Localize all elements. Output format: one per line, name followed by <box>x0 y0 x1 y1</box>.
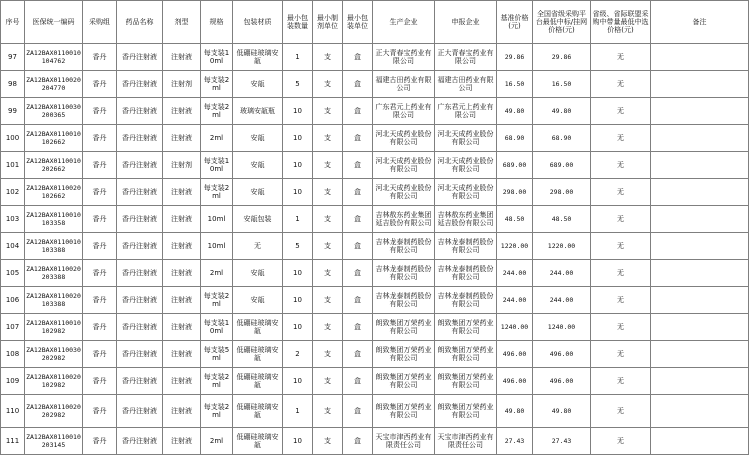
cell-min-package-unit: 盒 <box>343 71 373 98</box>
cell-base-price: 496.00 <box>497 368 533 395</box>
cell-group: 香丹 <box>83 428 117 455</box>
cell-alliance-min-price: 无 <box>591 368 651 395</box>
cell-code: ZA12BAX0110030200365 <box>25 98 83 125</box>
table-row <box>1 125 749 152</box>
cell-applicant: 福建古田药业有限公司 <box>435 71 497 98</box>
cell-manufacturer: 河北天成药业股份有限公司 <box>373 125 435 152</box>
cell-min-package-unit: 盒 <box>343 179 373 206</box>
cell-min-package-qty: 5 <box>283 71 313 98</box>
cell-base-price: 689.00 <box>497 152 533 179</box>
cell-code: ZA12BAX0110010102662 <box>25 125 83 152</box>
cell-alliance-min-price: 无 <box>591 71 651 98</box>
cell-dosage-form: 注射液 <box>163 98 201 125</box>
cell-min-unit: 支 <box>313 71 343 98</box>
cell-remarks <box>651 395 749 428</box>
cell-manufacturer: 吉林龙泰制药股份有限公司 <box>373 233 435 260</box>
cell-applicant: 吉林敖东药业集团延吉股份有限公司 <box>435 206 497 233</box>
cell-index: 103 <box>1 206 25 233</box>
header-applicant: 申报企业 <box>435 1 497 44</box>
cell-drug-name: 香丹注射液 <box>117 368 163 395</box>
cell-spec: 每支装2ml <box>201 179 233 206</box>
cell-national-min-price: 16.50 <box>533 71 591 98</box>
cell-min-package-unit: 盒 <box>343 368 373 395</box>
table-body <box>1 44 749 455</box>
cell-package-material: 安瓿 <box>233 179 283 206</box>
cell-group: 香丹 <box>83 260 117 287</box>
header-min-package-unit: 最小包装单位 <box>343 1 373 44</box>
cell-spec: 2ml <box>201 125 233 152</box>
cell-alliance-min-price: 无 <box>591 395 651 428</box>
cell-spec: 2ml <box>201 260 233 287</box>
cell-package-material: 玻璃安瓿瓶 <box>233 98 283 125</box>
header-base-price: 基准价格(元) <box>497 1 533 44</box>
cell-min-unit: 支 <box>313 368 343 395</box>
cell-base-price: 298.00 <box>497 179 533 206</box>
cell-drug-name: 香丹注射液 <box>117 428 163 455</box>
cell-spec: 10ml <box>201 206 233 233</box>
cell-group: 香丹 <box>83 206 117 233</box>
cell-index: 110 <box>1 395 25 428</box>
cell-index: 101 <box>1 152 25 179</box>
cell-base-price: 1240.00 <box>497 314 533 341</box>
cell-dosage-form: 注射液 <box>163 395 201 428</box>
cell-base-price: 27.43 <box>497 428 533 455</box>
cell-manufacturer: 福建古田药业有限公司 <box>373 71 435 98</box>
cell-index: 106 <box>1 287 25 314</box>
cell-remarks <box>651 71 749 98</box>
cell-drug-name: 香丹注射液 <box>117 125 163 152</box>
cell-index: 99 <box>1 98 25 125</box>
cell-package-material: 安瓿 <box>233 125 283 152</box>
header-group: 采购组 <box>83 1 117 44</box>
cell-national-min-price: 49.80 <box>533 98 591 125</box>
cell-alliance-min-price: 无 <box>591 428 651 455</box>
cell-alliance-min-price: 无 <box>591 260 651 287</box>
cell-drug-name: 香丹注射液 <box>117 44 163 71</box>
cell-spec: 10ml <box>201 233 233 260</box>
table-row <box>1 428 749 455</box>
cell-applicant: 吉林龙泰制药股份有限公司 <box>435 287 497 314</box>
cell-index: 97 <box>1 44 25 71</box>
cell-index: 111 <box>1 428 25 455</box>
cell-applicant: 河北天成药业股份有限公司 <box>435 179 497 206</box>
cell-min-package-qty: 1 <box>283 44 313 71</box>
cell-dosage-form: 注射液 <box>163 314 201 341</box>
cell-package-material: 低硼硅玻璃安瓿 <box>233 368 283 395</box>
table-row <box>1 152 749 179</box>
cell-applicant: 朗致集团万荣药业有限公司 <box>435 314 497 341</box>
cell-min-unit: 支 <box>313 44 343 71</box>
cell-group: 香丹 <box>83 395 117 428</box>
cell-dosage-form: 注射液 <box>163 125 201 152</box>
cell-drug-name: 香丹注射液 <box>117 341 163 368</box>
cell-package-material: 低硼硅玻璃安瓿 <box>233 341 283 368</box>
cell-code: ZA12BAX0110020203388 <box>25 260 83 287</box>
cell-drug-name: 香丹注射液 <box>117 260 163 287</box>
cell-min-unit: 支 <box>313 233 343 260</box>
cell-applicant: 吉林龙泰制药股份有限公司 <box>435 233 497 260</box>
cell-code: ZA12BAX0110010202662 <box>25 152 83 179</box>
cell-applicant: 朗致集团万荣药业有限公司 <box>435 341 497 368</box>
cell-group: 香丹 <box>83 341 117 368</box>
cell-spec: 每支装10ml <box>201 152 233 179</box>
cell-package-material: 无 <box>233 233 283 260</box>
cell-manufacturer: 广东君元上药业有限公司 <box>373 98 435 125</box>
cell-manufacturer: 吉林龙泰制药股份有限公司 <box>373 260 435 287</box>
cell-min-package-unit: 盒 <box>343 152 373 179</box>
cell-min-unit: 支 <box>313 179 343 206</box>
cell-group: 香丹 <box>83 179 117 206</box>
cell-dosage-form: 注射液 <box>163 44 201 71</box>
cell-min-package-qty: 10 <box>283 368 313 395</box>
cell-spec: 2ml <box>201 428 233 455</box>
cell-remarks <box>651 341 749 368</box>
cell-index: 108 <box>1 341 25 368</box>
cell-package-material: 安瓿 <box>233 71 283 98</box>
cell-spec: 每支装10ml <box>201 314 233 341</box>
table-row <box>1 71 749 98</box>
cell-min-package-unit: 盒 <box>343 206 373 233</box>
cell-package-material: 低硼硅玻璃安瓿 <box>233 395 283 428</box>
cell-drug-name: 香丹注射液 <box>117 179 163 206</box>
cell-min-unit: 支 <box>313 287 343 314</box>
cell-min-package-unit: 盒 <box>343 98 373 125</box>
cell-package-material: 低硼硅玻璃安瓿 <box>233 44 283 71</box>
cell-dosage-form: 注射液 <box>163 233 201 260</box>
cell-manufacturer: 天宝市津西药业有限责任公司 <box>373 428 435 455</box>
cell-manufacturer: 朗致集团万荣药业有限公司 <box>373 314 435 341</box>
table-row <box>1 179 749 206</box>
cell-package-material: 低硼硅玻璃安瓿 <box>233 428 283 455</box>
cell-package-material: 安瓿 <box>233 152 283 179</box>
cell-spec: 每支装2ml <box>201 71 233 98</box>
cell-spec: 每支装5ml <box>201 341 233 368</box>
cell-min-package-qty: 1 <box>283 395 313 428</box>
cell-min-unit: 支 <box>313 341 343 368</box>
cell-manufacturer: 正大青春宝药业有限公司 <box>373 44 435 71</box>
cell-manufacturer: 吉林龙泰制药股份有限公司 <box>373 287 435 314</box>
cell-alliance-min-price: 无 <box>591 125 651 152</box>
cell-min-unit: 支 <box>313 206 343 233</box>
cell-national-min-price: 496.00 <box>533 341 591 368</box>
cell-applicant: 吉林龙泰制药股份有限公司 <box>435 260 497 287</box>
cell-remarks <box>651 368 749 395</box>
cell-national-min-price: 27.43 <box>533 428 591 455</box>
cell-alliance-min-price: 无 <box>591 98 651 125</box>
cell-applicant: 正大青春宝药业有限公司 <box>435 44 497 71</box>
cell-min-package-qty: 10 <box>283 98 313 125</box>
cell-code: ZA12BAX0110010103358 <box>25 206 83 233</box>
cell-drug-name: 香丹注射液 <box>117 287 163 314</box>
cell-min-unit: 支 <box>313 314 343 341</box>
cell-remarks <box>651 152 749 179</box>
cell-alliance-min-price: 无 <box>591 179 651 206</box>
cell-package-material: 安瓿包装 <box>233 206 283 233</box>
cell-remarks <box>651 125 749 152</box>
header-min-package-qty: 最小包装数量 <box>283 1 313 44</box>
cell-national-min-price: 1220.00 <box>533 233 591 260</box>
cell-min-package-unit: 盒 <box>343 233 373 260</box>
cell-base-price: 48.50 <box>497 206 533 233</box>
cell-national-min-price: 68.90 <box>533 125 591 152</box>
cell-drug-name: 香丹注射液 <box>117 152 163 179</box>
header-manufacturer: 生产企业 <box>373 1 435 44</box>
cell-min-package-qty: 10 <box>283 314 313 341</box>
cell-manufacturer: 朗致集团万荣药业有限公司 <box>373 368 435 395</box>
header-remarks: 备注 <box>651 1 749 44</box>
cell-min-package-unit: 盒 <box>343 44 373 71</box>
cell-drug-name: 香丹注射液 <box>117 314 163 341</box>
cell-min-package-qty: 10 <box>283 179 313 206</box>
cell-code: ZA12BAX0110010104762 <box>25 44 83 71</box>
header-row <box>1 1 749 44</box>
cell-dosage-form: 注射剂 <box>163 152 201 179</box>
cell-min-package-unit: 盒 <box>343 287 373 314</box>
cell-code: ZA12BAX0110010203145 <box>25 428 83 455</box>
cell-min-unit: 支 <box>313 260 343 287</box>
cell-remarks <box>651 287 749 314</box>
cell-national-min-price: 496.00 <box>533 368 591 395</box>
cell-min-unit: 支 <box>313 152 343 179</box>
cell-dosage-form: 注射液 <box>163 260 201 287</box>
header-drug-name: 药品名称 <box>117 1 163 44</box>
cell-group: 香丹 <box>83 314 117 341</box>
cell-remarks <box>651 206 749 233</box>
cell-national-min-price: 689.00 <box>533 152 591 179</box>
cell-group: 香丹 <box>83 152 117 179</box>
cell-package-material: 安瓿 <box>233 287 283 314</box>
cell-min-unit: 支 <box>313 98 343 125</box>
cell-remarks <box>651 179 749 206</box>
table-row <box>1 98 749 125</box>
cell-min-package-qty: 10 <box>283 152 313 179</box>
cell-base-price: 244.00 <box>497 287 533 314</box>
header-code: 医保统一编码 <box>25 1 83 44</box>
cell-base-price: 16.50 <box>497 71 533 98</box>
cell-min-package-qty: 10 <box>283 125 313 152</box>
cell-package-material: 低硼硅玻璃安瓿 <box>233 314 283 341</box>
cell-drug-name: 香丹注射液 <box>117 98 163 125</box>
cell-dosage-form: 注射液 <box>163 428 201 455</box>
cell-min-package-qty: 10 <box>283 260 313 287</box>
cell-spec: 每支装10ml <box>201 44 233 71</box>
cell-group: 香丹 <box>83 287 117 314</box>
cell-spec: 每支装2ml <box>201 395 233 428</box>
table-row <box>1 233 749 260</box>
table-row <box>1 395 749 428</box>
cell-dosage-form: 注射液 <box>163 206 201 233</box>
cell-dosage-form: 注射液 <box>163 179 201 206</box>
cell-code: ZA12BAX0110010103388 <box>25 233 83 260</box>
cell-code: ZA12BAX0110010102982 <box>25 314 83 341</box>
cell-remarks <box>651 98 749 125</box>
cell-base-price: 244.00 <box>497 260 533 287</box>
cell-base-price: 1220.00 <box>497 233 533 260</box>
header-package-material: 包装材质 <box>233 1 283 44</box>
cell-min-package-qty: 1 <box>283 206 313 233</box>
cell-code: ZA12BAX0110020102982 <box>25 368 83 395</box>
header-min-unit: 最小制剂单位 <box>313 1 343 44</box>
cell-applicant: 朗致集团万荣药业有限公司 <box>435 368 497 395</box>
cell-min-package-unit: 盒 <box>343 395 373 428</box>
cell-manufacturer: 朗致集团万荣药业有限公司 <box>373 341 435 368</box>
cell-base-price: 496.00 <box>497 341 533 368</box>
cell-base-price: 49.80 <box>497 395 533 428</box>
cell-dosage-form: 注射剂 <box>163 71 201 98</box>
cell-manufacturer: 河北天成药业股份有限公司 <box>373 152 435 179</box>
cell-dosage-form: 注射液 <box>163 287 201 314</box>
cell-national-min-price: 49.80 <box>533 395 591 428</box>
cell-remarks <box>651 428 749 455</box>
cell-group: 香丹 <box>83 98 117 125</box>
cell-index: 98 <box>1 71 25 98</box>
table-row <box>1 206 749 233</box>
cell-base-price: 29.86 <box>497 44 533 71</box>
cell-group: 香丹 <box>83 71 117 98</box>
table-row <box>1 260 749 287</box>
cell-alliance-min-price: 无 <box>591 206 651 233</box>
cell-manufacturer: 河北天成药业股份有限公司 <box>373 179 435 206</box>
cell-remarks <box>651 260 749 287</box>
cell-drug-name: 香丹注射液 <box>117 395 163 428</box>
cell-min-package-qty: 5 <box>283 233 313 260</box>
cell-alliance-min-price: 无 <box>591 152 651 179</box>
cell-code: ZA12BAX0110020103388 <box>25 287 83 314</box>
cell-min-unit: 支 <box>313 428 343 455</box>
cell-package-material: 安瓿 <box>233 260 283 287</box>
cell-alliance-min-price: 无 <box>591 44 651 71</box>
cell-manufacturer: 吉林敖东药业集团延吉股份有限公司 <box>373 206 435 233</box>
header-spec: 规格 <box>201 1 233 44</box>
cell-national-min-price: 244.00 <box>533 260 591 287</box>
cell-spec: 每支装2ml <box>201 368 233 395</box>
header-national-min-price: 全国省级采购平台最低中标/挂网价格(元) <box>533 1 591 44</box>
cell-min-package-qty: 10 <box>283 287 313 314</box>
cell-min-package-unit: 盒 <box>343 314 373 341</box>
table-row <box>1 287 749 314</box>
cell-applicant: 朗致集团万荣药业有限公司 <box>435 395 497 428</box>
cell-min-package-unit: 盒 <box>343 341 373 368</box>
cell-index: 104 <box>1 233 25 260</box>
table-row <box>1 341 749 368</box>
cell-applicant: 广东君元上药业有限公司 <box>435 98 497 125</box>
cell-index: 109 <box>1 368 25 395</box>
header-dosage-form: 剂型 <box>163 1 201 44</box>
table-row <box>1 368 749 395</box>
cell-index: 102 <box>1 179 25 206</box>
cell-min-package-qty: 2 <box>283 341 313 368</box>
cell-min-package-unit: 盒 <box>343 260 373 287</box>
header-alliance-min-price: 省级、省际联盟采购中带量最低中选价格(元) <box>591 1 651 44</box>
table-row <box>1 44 749 71</box>
cell-min-unit: 支 <box>313 125 343 152</box>
cell-group: 香丹 <box>83 368 117 395</box>
cell-remarks <box>651 314 749 341</box>
cell-national-min-price: 1240.00 <box>533 314 591 341</box>
cell-code: ZA12BAX0110020102662 <box>25 179 83 206</box>
cell-alliance-min-price: 无 <box>591 233 651 260</box>
cell-manufacturer: 朗致集团万荣药业有限公司 <box>373 395 435 428</box>
cell-group: 香丹 <box>83 44 117 71</box>
cell-applicant: 河北天成药业股份有限公司 <box>435 152 497 179</box>
cell-drug-name: 香丹注射液 <box>117 206 163 233</box>
cell-min-package-qty: 10 <box>283 428 313 455</box>
cell-remarks <box>651 44 749 71</box>
cell-national-min-price: 244.00 <box>533 287 591 314</box>
cell-min-package-unit: 盒 <box>343 428 373 455</box>
table-row <box>1 314 749 341</box>
cell-group: 香丹 <box>83 125 117 152</box>
cell-index: 107 <box>1 314 25 341</box>
cell-code: ZA12BAX0110020202982 <box>25 395 83 428</box>
cell-index: 105 <box>1 260 25 287</box>
header-index: 序号 <box>1 1 25 44</box>
cell-national-min-price: 298.00 <box>533 179 591 206</box>
cell-dosage-form: 注射液 <box>163 368 201 395</box>
cell-alliance-min-price: 无 <box>591 341 651 368</box>
cell-drug-name: 香丹注射液 <box>117 233 163 260</box>
cell-min-package-unit: 盒 <box>343 125 373 152</box>
cell-base-price: 49.80 <box>497 98 533 125</box>
cell-base-price: 68.90 <box>497 125 533 152</box>
cell-group: 香丹 <box>83 233 117 260</box>
cell-alliance-min-price: 无 <box>591 287 651 314</box>
cell-remarks <box>651 233 749 260</box>
cell-national-min-price: 29.86 <box>533 44 591 71</box>
cell-national-min-price: 48.50 <box>533 206 591 233</box>
cell-code: ZA12BAX0110030202982 <box>25 341 83 368</box>
cell-min-unit: 支 <box>313 395 343 428</box>
cell-drug-name: 香丹注射液 <box>117 71 163 98</box>
cell-spec: 每支装2ml <box>201 98 233 125</box>
cell-spec: 每支装2ml <box>201 287 233 314</box>
cell-index: 100 <box>1 125 25 152</box>
cell-alliance-min-price: 无 <box>591 314 651 341</box>
cell-applicant: 河北天成药业股份有限公司 <box>435 125 497 152</box>
cell-code: ZA12BAX0110020204770 <box>25 71 83 98</box>
cell-dosage-form: 注射液 <box>163 341 201 368</box>
cell-applicant: 天宝市津西药业有限责任公司 <box>435 428 497 455</box>
